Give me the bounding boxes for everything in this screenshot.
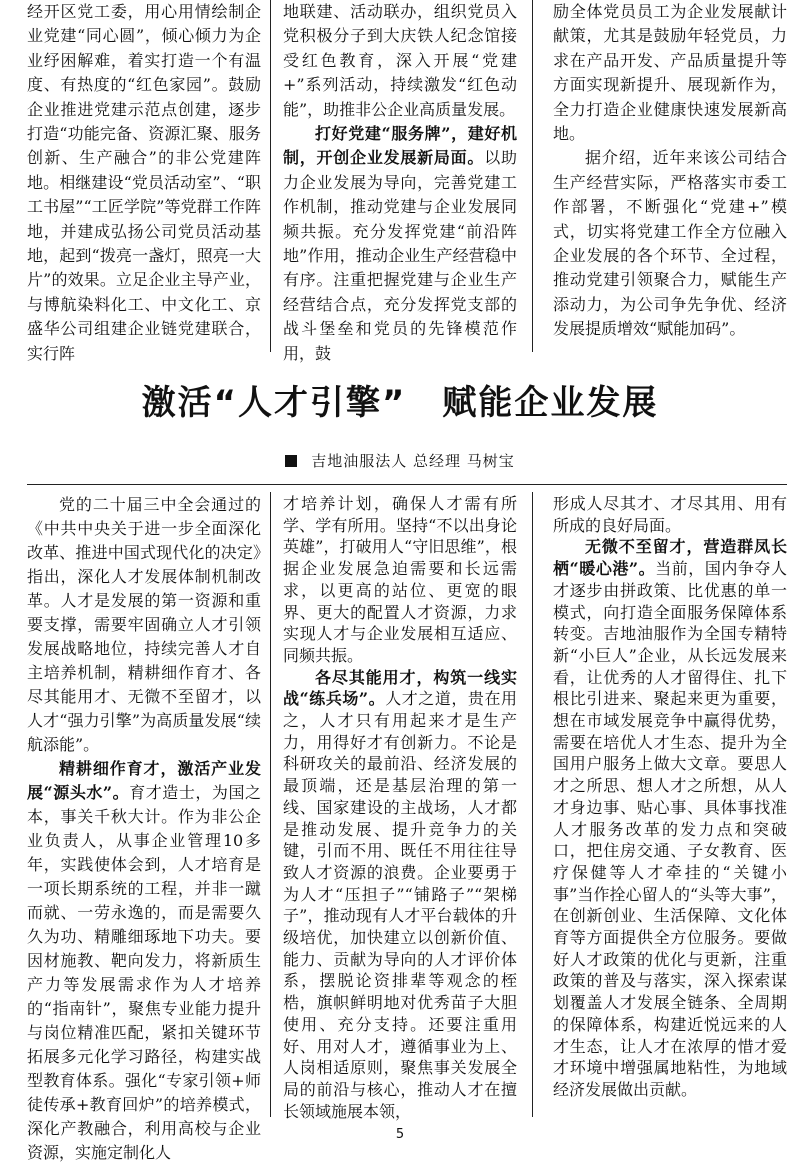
top-col3-paragraph-2: 据介绍，近年来该公司结合生产经营实际，严格落实市委工作部署，不断强化“党建+”模式，切实将党建工作全方位融入企业发展的各个环节、全过程，推动党建引领聚合力，赋能生产添动力，为公司争先争优、经济发展提质增效“赋能加码”。 xyxy=(553,148,787,339)
bottom-col2-paragraph-1: 才培养计划，确保人才需有所学、学有所用。坚持“不以出身论英雄”，打破用人“守旧思维”，根据企业发展急迫需要和长远需求，以更高的站位、更宽的眼界、更大的配置人才资源，力求实现人才与企业发展相互适应、同频共振。 xyxy=(283,494,517,665)
section-heading: 精耕细作育才，激活产业发展“源头水”。 xyxy=(27,759,261,802)
column-divider xyxy=(270,492,271,1117)
top-column-2 xyxy=(283,0,517,366)
top-column-1 xyxy=(27,0,261,366)
section-heading: 打好党建“服务牌”，建好机制，开创企业发展新局面。 xyxy=(283,124,517,168)
section-body: 育才造士，为国之本，事关千秋大计。作为非公企业负责人，从事企业管理10多年，实践使体会到，人才培育是一项长期系统的工程，并非一蹴而就、一劳永逸的，而是需要久久为功、精雕细琢地下功夫。要因材施教、靶向发力，将新质生产力等发展需求作为人才培养的“指南针”，聚焦专业能力提升与岗位精准匹配，紧扣关键环节拓展多元化学习路径，构建实战型教育体系。强化“专家引领+师徒传承+教育回炉”的培养模式，深化产教融合，利用高校与企业资源，实施定制化人 xyxy=(27,783,261,1162)
top-column-3 xyxy=(553,0,787,342)
column-divider xyxy=(532,0,533,352)
bottom-col1-paragraph-2 xyxy=(27,757,261,1165)
page-number: 5 xyxy=(395,1127,405,1142)
section-heading: 无微不至留才，营造群凤长栖“暖心港”。 xyxy=(553,537,787,579)
column-divider xyxy=(270,0,271,352)
section-body: 当前，国内争夺人才逐步由拼政策、比优惠的单一模式，向打造全面服务保障体系转变。吉地油服作为全国专精特新“小巨人”企业，从长远发展来看，让优秀的人才留得住、扎下根比引进来、聚起来更为重要，想在市域发展竞争中赢得优势，需要在培优人才生态、提升为全国用户服务上做大文章。要思人才之所思、想人才之所想，从人才身边事、贴心事、具体事找准人才服务改革的发力点和突破口，把住房交通、子女教育、医疗保健等人才牵挂的“关键小事”当作拴心留人的“头等大事”，在创新创业、生活保障、文化体育等方面提供全方位服务。要做好人才政策的优化与更新，注重政策的普及与落实，深入探索谋划覆盖人才发展全链条、全周期的保障体系，构建近悦远来的人才生态，让人才在浓厚的惜才爱才环境中增强属地粘性，为地域经济发展做出贡献。 xyxy=(553,559,787,1099)
article-byline xyxy=(0,450,800,471)
top-col1-paragraph: 经开区党工委，用心用情绘制企业党建“同心圆”，倾心倾力为企业纾困解难，着实打造一个有温度、有热度的“红色家园”。鼓励企业推进党建示范点创建，逐步打造“功能完备、资源汇聚、服务创新、生产融合”的非公党建阵地。相继建设“党员活动室”、“职工书屋”“工匠学院”等党群工作阵地，并建成弘扬公司党员活动基地，起到“拨亮一盏灯，照亮一大片”的效果。立足企业主导产业，与博航染料化工、中文化工、京盛华公司组建企业链党建联合，实行阵 xyxy=(27,2,261,363)
column-divider xyxy=(532,492,533,1117)
top-col2-paragraph-2 xyxy=(283,122,517,366)
byline-text: 吉地油服法人 总经理 马树宝 xyxy=(311,452,515,470)
bottom-col3-paragraph-2 xyxy=(553,536,787,1100)
bottom-col2-paragraph-2 xyxy=(283,667,517,1123)
bullet-square-icon xyxy=(285,455,297,467)
section-body: 人才之道，贵在用之，人才只有用起来才是生产力，用得好才有创新力。不论是科研攻关的最前沿、经济发展的最顶端，还是基层治理的第一线、国家建设的主战场，人才都是推动发展、提升竞争力的关键，引而不用、既任不用往往导致人才资源的浪费。企业要勇于为人才“压担子”“铺路子”“架梯子”，推动现有人才平台载体的升级培优，加快建立以创新价值、能力、贡献为导向的人才评价体系，摆脱论资排辈等观念的桎梏，旗帜鲜明地对优秀苗子大胆使用、充分支持。还要注重用好、用对人才，遵循事业为上、人岗相适原则，聚焦事关发展全局的前沿与核心，推动人才在擅长领域施展本领， xyxy=(283,689,517,1121)
bottom-col3-paragraph-1: 形成人尽其才、才尽其用、用有所成的良好局面。 xyxy=(553,494,787,535)
bottom-column-2 xyxy=(283,493,517,1122)
top-col2-paragraph-1: 地联建、活动联办，组织党员入党积极分子到大庆铁人纪念馆接受红色教育，深入开展“党建+”系列活动，持续激发“红色动能”，助推非公企业高质量发展。 xyxy=(283,2,517,119)
article-title: 激活“人才引擎” 赋能企业发展 xyxy=(141,383,659,423)
header-divider xyxy=(27,484,787,485)
bottom-col1-paragraph-1: 党的二十届三中全会通过的《中共中央关于进一步全面深化改革、推进中国式现代化的决定》指出，深化人才发展体制机制改革。人才是发展的第一资源和重要支撑，需要牢固确立人才引领发展战略地位，持续完善人才自主培养机制，精耕细作育才、各尽其能用才、无微不至留才，以人才“强力引擎”为高质量发展“续航添能”。 xyxy=(27,495,261,754)
section-heading: 各尽其能用才，构筑一线实战“练兵场”。 xyxy=(283,667,517,709)
bottom-column-3 xyxy=(553,493,787,1101)
bottom-column-1 xyxy=(27,493,261,1165)
section-body: 以助力企业发展为导向，完善党建工作机制，推动党建与企业发展同频共振。充分发挥党建“前沿阵地”作用，推动企业生产经营稳中有序。注重把握党建与企业生产经营结合点，充分发挥党支部的战斗堡垒和党员的先锋模范作用，鼓 xyxy=(283,148,517,363)
top-col3-paragraph-1: 励全体党员员工为企业发展献计献策，尤其是鼓励年轻党员，力求在产品开发、产品质量提升等方面实现新提升、展现新作为，全力打造企业健康快速发展新高地。 xyxy=(553,2,787,144)
